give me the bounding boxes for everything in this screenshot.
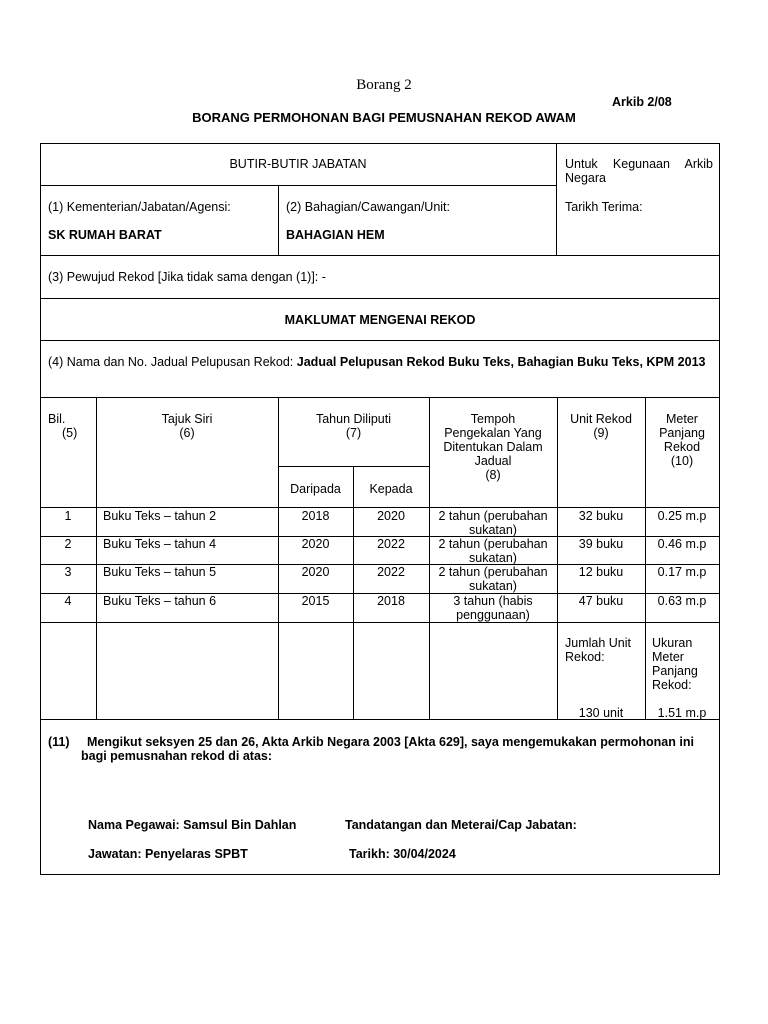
division-value: BAHAGIAN HEM bbox=[286, 228, 385, 242]
col-bil-header: Bil. (5) bbox=[48, 412, 78, 440]
declaration-number: (11) bbox=[48, 735, 70, 749]
signature-label: Tandatangan dan Meterai/Cap Jabatan: bbox=[345, 818, 577, 832]
row-bil: 3 bbox=[64, 565, 72, 579]
division-label: (2) Bahagian/Cawangan/Unit: bbox=[286, 200, 450, 214]
row-retention: 2 tahun (perubahan sukatan) bbox=[438, 537, 548, 565]
total-unit-label: Jumlah Unit Rekod: bbox=[565, 636, 631, 664]
col-retention-header: Tempoh Pengekalan Yang Ditentukan Dalam Jadual (8) bbox=[443, 412, 543, 482]
row-title: Buku Teks – tahun 6 bbox=[103, 594, 217, 608]
row-bil: 1 bbox=[64, 509, 72, 523]
row-meter: 0.46 m.p bbox=[657, 537, 707, 551]
row-unit: 39 buku bbox=[578, 537, 624, 551]
row-from: 2018 bbox=[301, 509, 330, 523]
declaration-line-1: Mengikut seksyen 25 dan 26, Akta Arkib Negara 2003 [Akta 629], saya mengemukakan permohonan ini bbox=[87, 735, 694, 749]
total-meter-value: 1.51 m.p bbox=[657, 706, 707, 720]
officer-position: Jawatan: Penyelaras SPBT bbox=[88, 847, 248, 861]
form-title: BORANG PERMOHONAN BAGI PEMUSNAHAN REKOD AWAM bbox=[192, 110, 576, 125]
col-years-header: Tahun Diliputi (7) bbox=[315, 412, 392, 440]
row-from: 2020 bbox=[301, 565, 330, 579]
row-meter: 0.17 m.p bbox=[657, 565, 707, 579]
application-date: Tarikh: 30/04/2024 bbox=[349, 847, 456, 861]
office-use-label: Untuk Kegunaan Arkib Negara bbox=[565, 157, 713, 185]
row-retention: 3 tahun (habis penggunaan) bbox=[453, 594, 533, 622]
row-to: 2018 bbox=[377, 594, 405, 608]
row-from: 2015 bbox=[301, 594, 330, 608]
schedule-value: Jadual Pelupusan Rekod Buku Teks, Bahagian Buku Teks, KPM 2013 bbox=[296, 355, 706, 369]
row-meter: 0.63 m.p bbox=[657, 594, 707, 608]
col-unit-header: Unit Rekod (9) bbox=[570, 412, 632, 440]
row-title: Buku Teks – tahun 2 bbox=[103, 509, 217, 523]
ministry-label: (1) Kementerian/Jabatan/Agensi: bbox=[48, 200, 231, 214]
row-retention: 2 tahun (perubahan sukatan) bbox=[438, 565, 548, 593]
records-heading: MAKLUMAT MENGENAI REKOD bbox=[284, 313, 476, 327]
row-unit: 32 buku bbox=[578, 509, 624, 523]
total-unit-value: 130 unit bbox=[578, 706, 624, 720]
department-heading: BUTIR-BUTIR JABATAN bbox=[229, 157, 367, 171]
col-from-header: Daripada bbox=[290, 482, 341, 496]
schedule-label: (4) Nama dan No. Jadual Pelupusan Rekod: bbox=[48, 355, 294, 369]
record-creator-label: (3) Pewujud Rekod [Jika tidak sama dengan (1)]: - bbox=[48, 270, 326, 284]
officer-name: Nama Pegawai: Samsul Bin Dahlan bbox=[88, 818, 297, 832]
ministry-value: SK RUMAH BARAT bbox=[48, 228, 162, 242]
form-number: Borang 2 bbox=[356, 77, 412, 93]
col-title-header: Tajuk Siri (6) bbox=[161, 412, 213, 440]
row-unit: 12 buku bbox=[578, 565, 624, 579]
row-bil: 4 bbox=[64, 594, 72, 608]
schedule-line bbox=[48, 355, 713, 369]
row-title: Buku Teks – tahun 4 bbox=[103, 537, 217, 551]
total-meter-label: Ukuran Meter Panjang Rekod: bbox=[652, 636, 698, 692]
row-to: 2022 bbox=[377, 537, 405, 551]
row-unit: 47 buku bbox=[578, 594, 624, 608]
col-to-header: Kepada bbox=[369, 482, 413, 496]
row-bil: 2 bbox=[64, 537, 72, 551]
received-date-label: Tarikh Terima: bbox=[565, 200, 643, 214]
row-to: 2022 bbox=[377, 565, 405, 579]
row-retention: 2 tahun (perubahan sukatan) bbox=[438, 509, 548, 537]
row-title: Buku Teks – tahun 5 bbox=[103, 565, 217, 579]
row-from: 2020 bbox=[301, 537, 330, 551]
declaration-line-2: bagi pemusnahan rekod di atas: bbox=[81, 749, 273, 763]
reference-code: Arkib 2/08 bbox=[612, 95, 672, 109]
row-to: 2020 bbox=[377, 509, 405, 523]
row-meter: 0.25 m.p bbox=[657, 509, 707, 523]
col-meter-header: Meter Panjang Rekod (10) bbox=[659, 412, 705, 468]
